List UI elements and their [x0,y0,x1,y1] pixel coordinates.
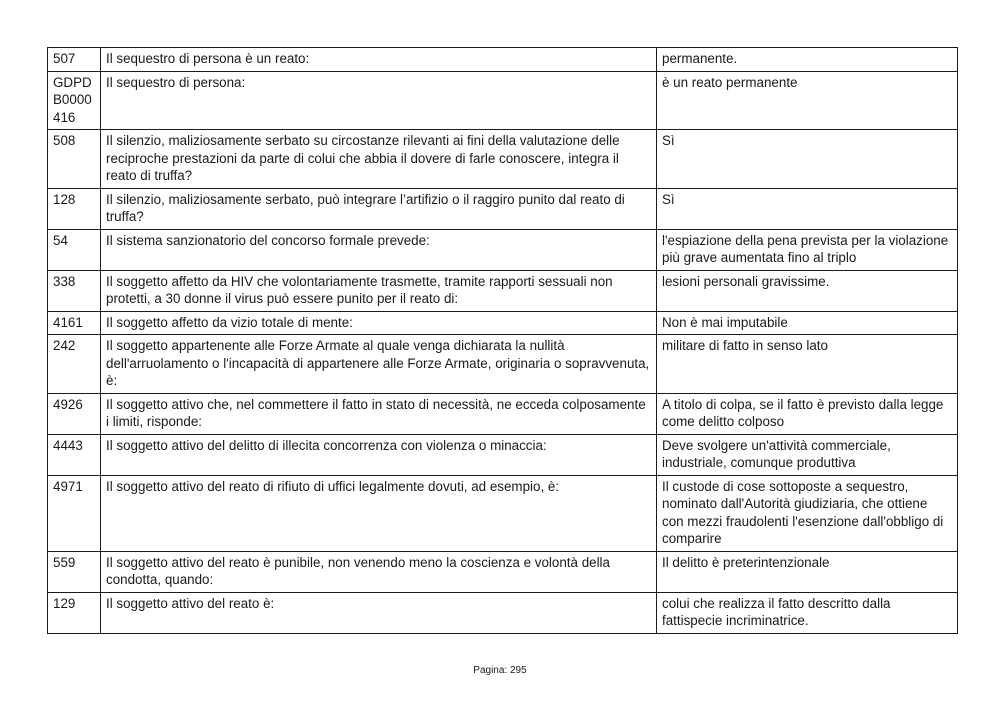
question-cell: Il soggetto attivo che, nel commettere il fatto in stato di necessità, ne ecceda colposamente i limiti, risponde: [101,393,657,434]
row-id-cell: 129 [48,592,101,633]
table-row [48,311,958,335]
answer-cell: l'espiazione della pena prevista per la violazione più grave aumentata fino al triplo [657,229,958,270]
table-row [48,48,958,72]
table-row [48,475,958,551]
question-cell: Il silenzio, maliziosamente serbato, può integrare l’artifizio o il raggiro punito dal reato di truffa? [101,188,657,229]
answer-cell: lesioni personali gravissime. [657,270,958,311]
answer-cell: Non è mai imputabile [657,311,958,335]
table-row [48,434,958,475]
row-id-cell: GDPD B0000 416 [48,71,101,130]
answer-cell: è un reato permanente [657,71,958,130]
question-cell: Il soggetto attivo del reato è punibile, non venendo meno la coscienza e volontà della condotta, quando: [101,551,657,592]
row-id-cell: 242 [48,335,101,394]
row-id-cell: 507 [48,48,101,72]
row-id-cell: 4161 [48,311,101,335]
table-row [48,592,958,633]
row-id-cell: 4971 [48,475,101,551]
question-cell: Il sistema sanzionatorio del concorso formale prevede: [101,229,657,270]
page-number: Pagina: 295 [473,665,527,676]
row-id-cell: 338 [48,270,101,311]
table-row [48,393,958,434]
table-row [48,270,958,311]
answer-cell: Il delitto è preterintenzionale [657,551,958,592]
row-id-cell: 4926 [48,393,101,434]
question-cell: Il sequestro di persona è un reato: [101,48,657,72]
answer-cell: Il custode di cose sottoposte a sequestro, nominato dall'Autorità giudiziaria, che ottiene con mezzi fraudolenti l'esenzione dall'obbligo di comparire [657,475,958,551]
table-row [48,71,958,130]
row-id-cell: 508 [48,130,101,189]
row-id-cell: 4443 [48,434,101,475]
question-cell: Il soggetto appartenente alle Forze Armate al quale venga dichiarata la nullità dell'arruolamento o l'incapacità di appartenere alle Forze Armate, originaria o sopravvenuta, è: [101,335,657,394]
question-cell: Il soggetto affetto da HIV che volontariamente trasmette, tramite rapporti sessuali non protetti, a 30 donne il virus può essere punito per il reato di: [101,270,657,311]
table-body [48,48,958,634]
table-row [48,229,958,270]
table-row [48,188,958,229]
answer-cell: colui che realizza il fatto descritto dalla fattispecie incriminatrice. [657,592,958,633]
answer-cell: militare di fatto in senso lato [657,335,958,394]
row-id-cell: 559 [48,551,101,592]
answer-cell: A titolo di colpa, se il fatto è previsto dalla legge come delitto colposo [657,393,958,434]
answer-cell: Sì [657,130,958,189]
question-cell: Il soggetto attivo del reato è: [101,592,657,633]
table-row [48,335,958,394]
question-cell: Il soggetto attivo del delitto di illecita concorrenza con violenza o minaccia: [101,434,657,475]
question-cell: Il soggetto attivo del reato di rifiuto di uffici legalmente dovuti, ad esempio, è: [101,475,657,551]
question-cell: Il silenzio, maliziosamente serbato su circostanze rilevanti ai fini della valutazione delle reciproche prestazioni da parte di colui che abbia il dovere di farle conoscere, integra il reato di truffa? [101,130,657,189]
row-id-cell: 54 [48,229,101,270]
answer-cell: Deve svolgere un'attività commerciale, industriale, comunque produttiva [657,434,958,475]
question-cell: Il sequestro di persona: [101,71,657,130]
question-cell: Il soggetto affetto da vizio totale di mente: [101,311,657,335]
row-id-cell: 128 [48,188,101,229]
question-answer-table [47,47,958,634]
answer-cell: permanente. [657,48,958,72]
table-row [48,130,958,189]
table-row [48,551,958,592]
answer-cell: Sì [657,188,958,229]
